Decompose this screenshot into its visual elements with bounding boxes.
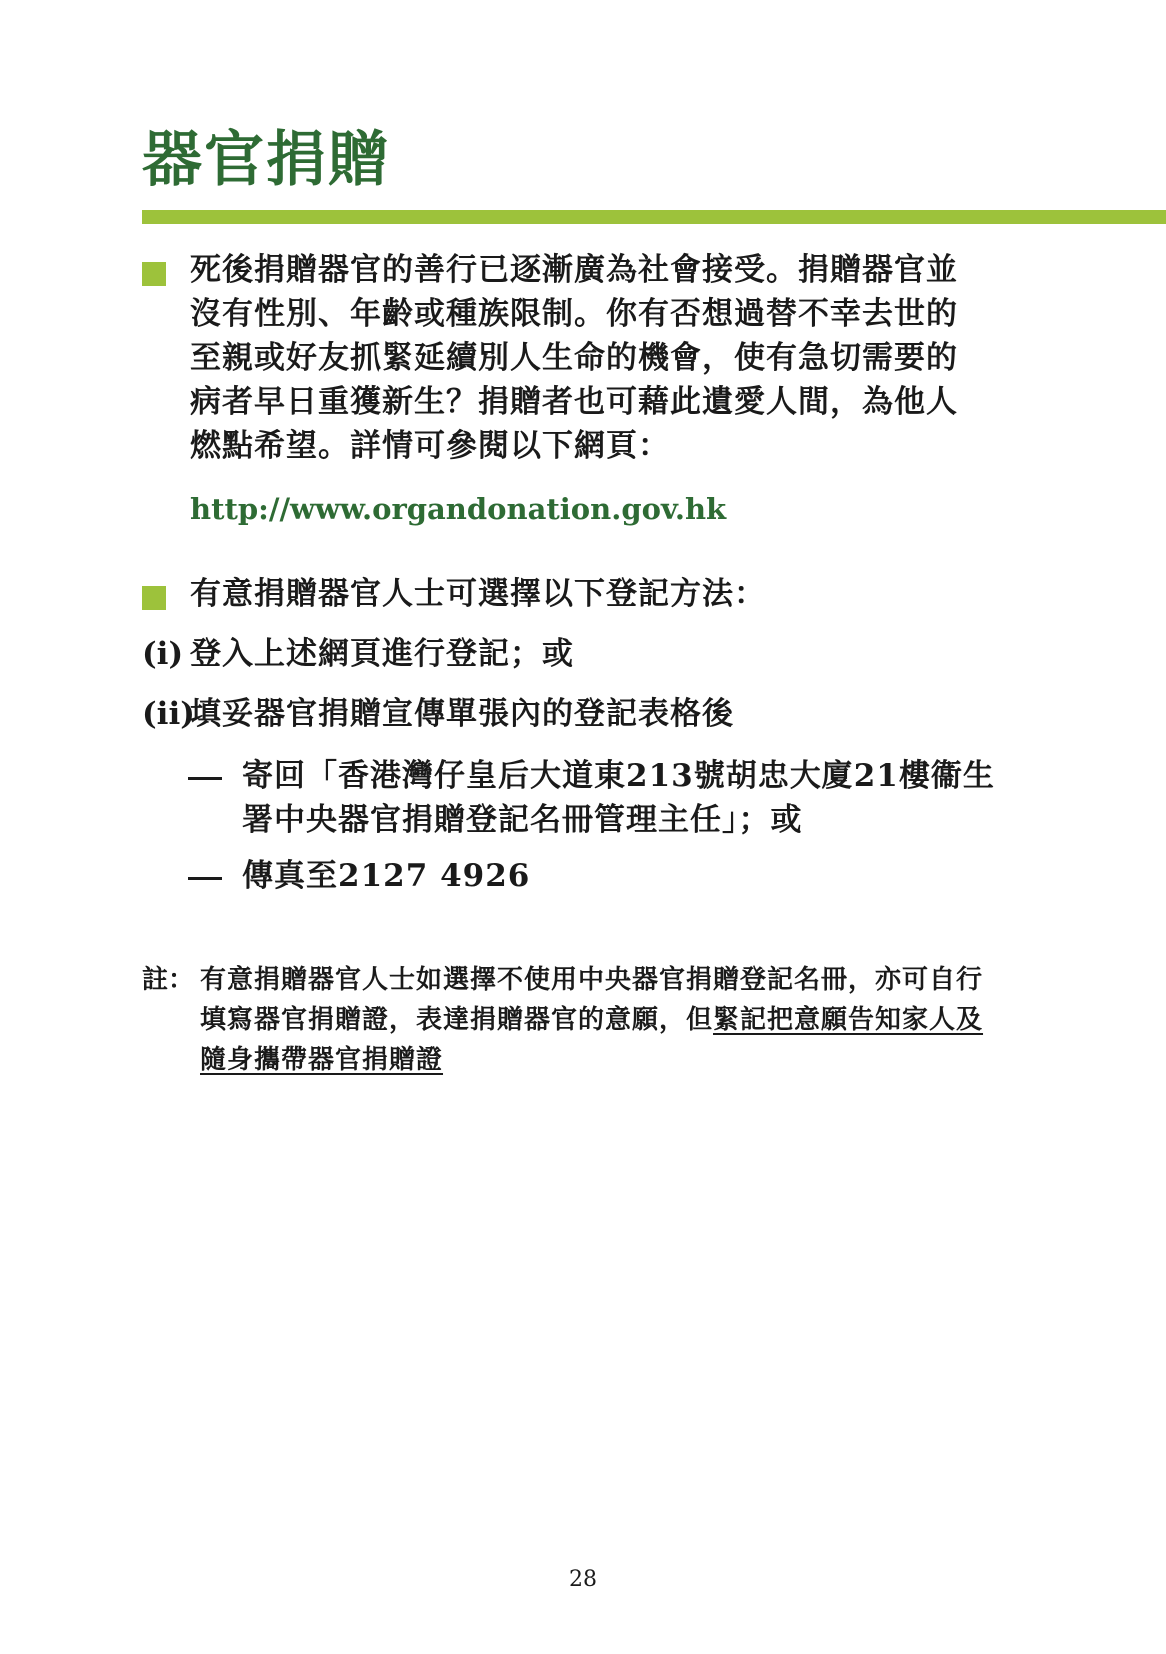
fax-line: 傳真至2127 4926 — [242, 858, 531, 894]
option-text: 登入上述網頁進行登記；或 — [190, 636, 574, 672]
note-text-plain: 填寫器官捐贈證，表達捐贈器官的意願，但 — [200, 1005, 714, 1035]
page-number: 28 — [569, 1567, 597, 1592]
intro-line: 沒有性別、年齡或種族限制。你有否想過替不幸去世的 — [190, 296, 958, 332]
mail-address-line: 署中央器官捐贈登記名冊管理主任」；或 — [242, 802, 803, 838]
intro-line: 燃點希望。詳情可參閱以下網頁： — [190, 428, 670, 464]
em-dash-icon — [188, 877, 222, 880]
intro-line: 死後捐贈器官的善行已逐漸廣為社會接受。捐贈器官並 — [190, 252, 958, 288]
note-text-underlined: 緊記把意願告知家人及 — [713, 1005, 984, 1035]
intro-paragraph — [190, 248, 1030, 468]
square-bullet-icon — [142, 586, 166, 610]
em-dash-icon — [188, 777, 222, 780]
note-line: 有意捐贈器官人士如選擇不使用中央器官捐贈登記名冊，亦可自行 — [200, 965, 984, 995]
mail-address-item — [242, 754, 995, 842]
note-line — [200, 1040, 1040, 1080]
note-text-underlined: 隨身攜帶器官捐贈證 — [200, 1045, 444, 1075]
registration-methods-heading: 有意捐贈器官人士可選擇以下登記方法： — [190, 576, 766, 612]
fax-item — [242, 854, 530, 898]
mail-address-line: 寄回「香港灣仔皇后大道東213號胡忠大廈21樓衞生 — [242, 758, 995, 794]
intro-line: 至親或好友抓緊延續別人生命的機會，使有急切需要的 — [190, 340, 958, 376]
note-text — [200, 960, 1040, 1080]
square-bullet-icon — [142, 262, 166, 286]
option-marker: (ii) — [142, 696, 195, 732]
organ-donation-website-link[interactable]: http://www.organdonation.gov.hk — [190, 492, 727, 526]
option-marker: (i) — [142, 636, 184, 672]
note-line — [200, 1000, 1040, 1040]
intro-line: 病者早日重獲新生？捐贈者也可藉此遺愛人間，為他人 — [190, 384, 958, 420]
page-title: 器官捐贈 — [142, 125, 390, 195]
option-text: 填妥器官捐贈宣傳單張內的登記表格後 — [190, 696, 734, 732]
title-underline-rule — [142, 210, 1166, 224]
note-label: 註： — [142, 965, 195, 995]
